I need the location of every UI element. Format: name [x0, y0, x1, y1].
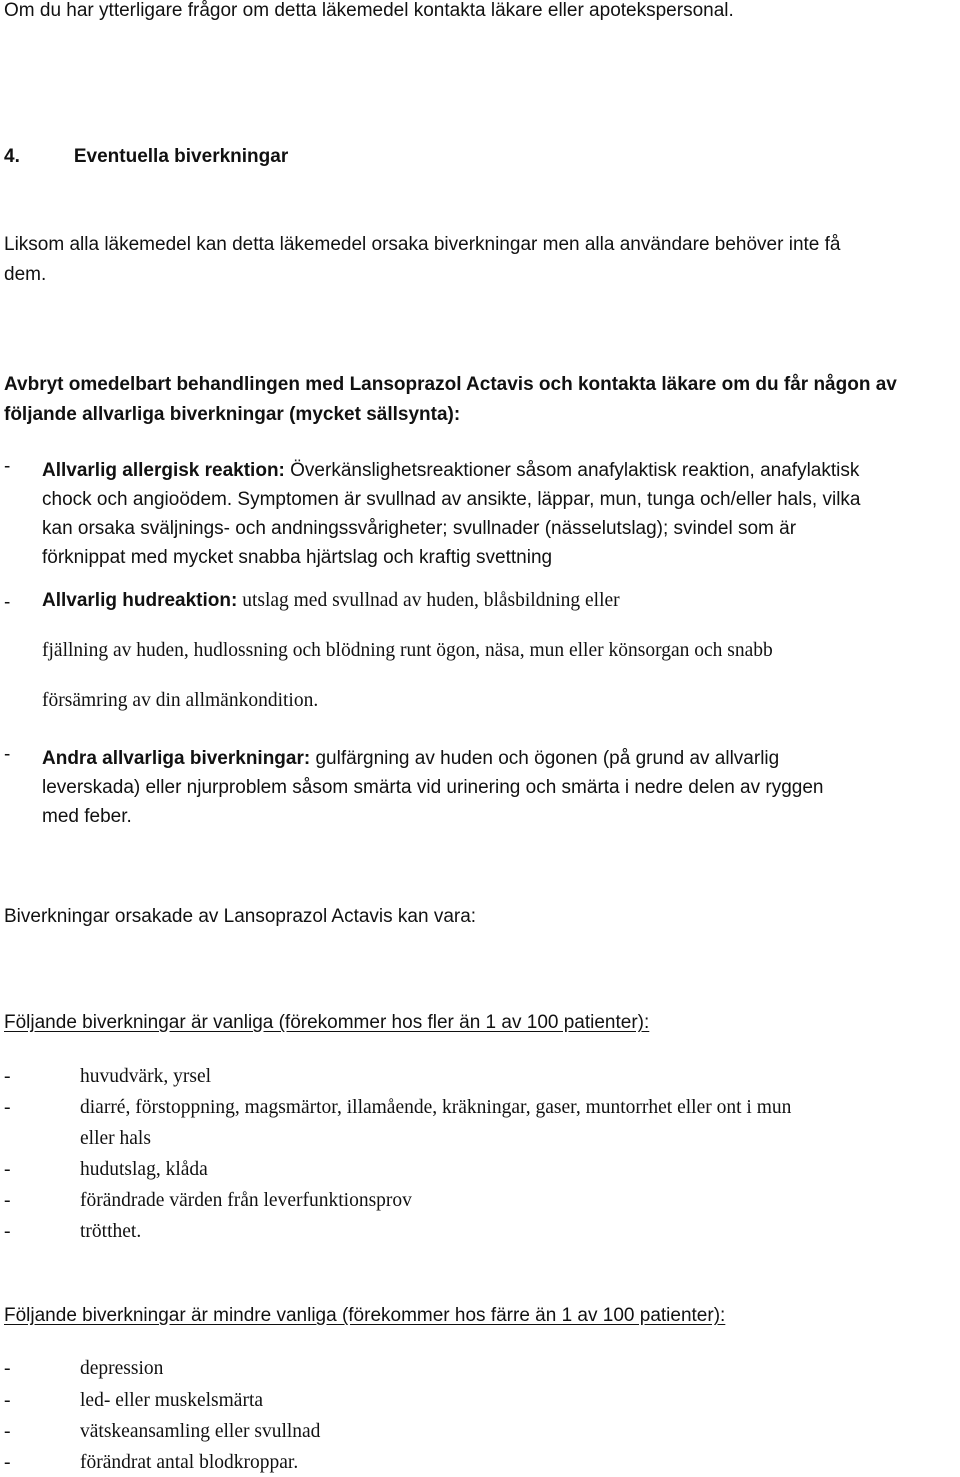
caused-by-text: Biverkningar orsakade av Lansoprazol Actavis kan vara: — [4, 906, 477, 927]
list-dash: - — [4, 1358, 11, 1379]
list-dash: - — [4, 1159, 11, 1180]
item-label: Andra allvarliga biverkningar: — [42, 748, 311, 769]
list-item: vätskeansamling eller svullnad — [80, 1421, 321, 1442]
section-heading — [4, 146, 958, 168]
common-heading: Följande biverkningar är vanliga (förekommer hos fler än 1 av 100 patienter): — [4, 1012, 650, 1033]
list-item: depression — [80, 1358, 164, 1379]
stop-paragraph: Avbryt omedelbart behandlingen med Lansoprazol Actavis och kontakta läkare om du får någon av följande allvarliga biverkningar (mycket sällsynta): — [4, 374, 897, 425]
item-label: Allvarlig allergisk reaktion: — [42, 460, 285, 481]
list-dash: - — [4, 592, 11, 613]
list-dash: - — [4, 1190, 11, 1211]
list-item: förändrade värden från leverfunktionsprov — [80, 1190, 412, 1211]
list-dash: - — [4, 1452, 11, 1473]
document-page: Om du har ytterligare frågor om detta läkemedel kontakta läkare eller apotekspersonal. 4. Eventuella biverkningar Liksom alla läkemedel kan detta läkemedel orsaka biverkningar men alla användare behöver inte få dem. Avbryt omedelbart behandlingen med Lansoprazol Actavis och kontakta läkare om du får någon av följande allvarliga biverkningar (mycket sällsynta): - Allvarlig allergisk reaktion: Överkänslighetsreaktioner såsom anafylaktisk reaktion, anafylaktisk chock och angioödem. Symptomen är svullnad av ansikte, läppar, mun, tunga och/eller hals, vilka kan orsaka sväljnings- och andningssvårigheter; svullnader (nässelutslag); svindel som är förknippat med mycket snabba hjärtslag och kraftig svettning - Allvarlig hudreaktion: utslag med svullnad av huden, blåsbildning eller fjällning av huden, hudlossning och blödning runt ögon, näsa, mun eller könsorgan och snabb försämring av din allmänkondition. - Andra allvarliga biverkningar: gulfärgning av huden och ögonen (på grund av allvarlig leverskada) eller njurproblem såsom smärta vid urinering och smärta i nedre delen av ryggen med feber. Biverkningar orsakade av Lansoprazol Actavis kan vara: Följande biverkningar är vanliga (förekommer hos fler än 1 av 100 patienter): - huvudvärk, yrsel - diarré, förstoppning, magsmärtor, illamående, kräkningar, gaser, muntorrhet eller ont i mun eller hals - hudutslag, klåda - förändrade värden från leverfunktionsprov - trötthet. Följande biverkningar är mindre vanliga (förekommer hos färre än 1 av 100 patienter): - depression - led- eller muskelsmärta - vätskeansamling eller svullnad - förändrat antal blodkroppar. — [0, 0, 960, 1477]
list-item-continuation: eller hals — [80, 1128, 151, 1149]
item-label: Allvarlig hudreaktion: — [42, 590, 238, 611]
list-dash: - — [4, 1221, 11, 1242]
section-title: Eventuella biverkningar — [73, 146, 289, 167]
list-dash: - — [4, 1097, 11, 1118]
general-paragraph: Liksom alla läkemedel kan detta läkemedel orsaka biverkningar men alla användare behöver inte få dem. — [4, 234, 841, 285]
list-item: diarré, förstoppning, magsmärtor, illamående, kräkningar, gaser, muntorrhet eller ont i mun — [80, 1097, 792, 1118]
section-number: 4. — [4, 146, 20, 167]
intro-text: Om du har ytterligare frågor om detta läkemedel kontakta läkare eller apotekspersonal. — [4, 0, 734, 21]
list-item: led- eller muskelsmärta — [80, 1390, 264, 1411]
list-dash: - — [4, 1421, 11, 1442]
list-dash: - — [4, 456, 11, 477]
list-item: förändrat antal blodkroppar. — [80, 1452, 299, 1473]
list-dash: - — [4, 1390, 11, 1411]
list-item: huvudvärk, yrsel — [80, 1066, 212, 1087]
list-item: trötthet. — [80, 1221, 142, 1242]
uncommon-heading: Följande biverkningar är mindre vanliga (förekommer hos färre än 1 av 100 patienter): — [4, 1305, 726, 1326]
list-dash: - — [4, 744, 11, 765]
list-item: hudutslag, klåda — [80, 1159, 208, 1180]
list-dash: - — [4, 1066, 11, 1087]
